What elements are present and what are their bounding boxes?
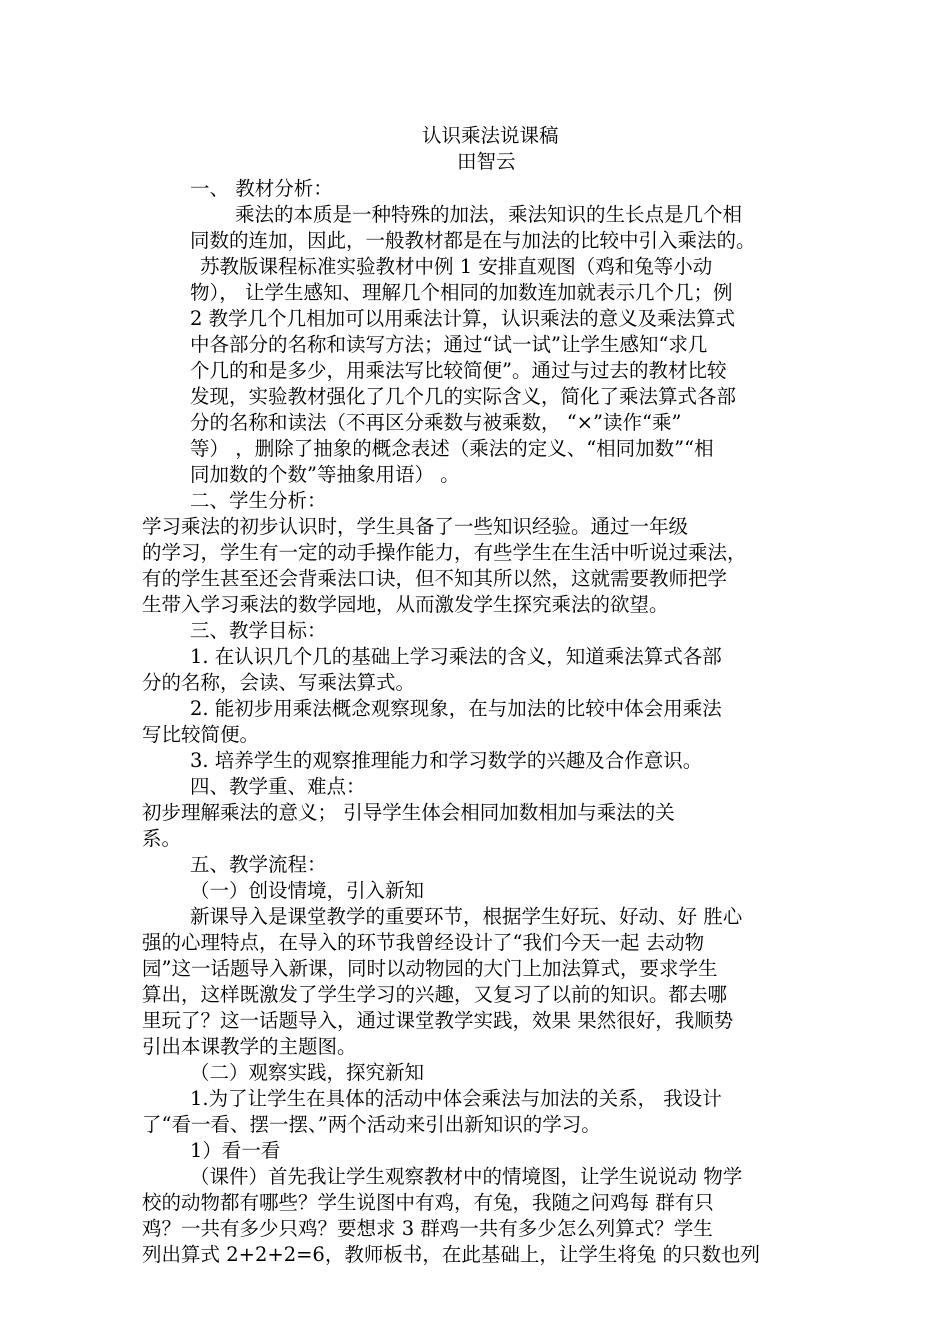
- paragraph-line: 引出本课教学的主题图。: [142, 1035, 357, 1058]
- paragraph-line: 生带入学习乘法的数学园地，从而激发学生探究乘法的欲望。: [142, 593, 669, 616]
- paragraph-line: 发现，实验教材强化了几个几的实际含义，简化了乘法算式各部: [190, 385, 737, 408]
- paragraph-line: 中各部分的名称和读写方法；通过“试一试”让学生感知“求几: [190, 333, 708, 356]
- paragraph-line: 强的心理特点，在导入的环节我曾经设计了“我们今天一起 去动物: [142, 931, 705, 954]
- paragraph-line: 1.为了让学生在具体的活动中体会乘法与加法的关系， 我设计: [190, 1087, 722, 1110]
- section-heading: 五、教学流程：: [190, 853, 327, 876]
- paragraph-line: 里玩了？这一话题导入，通过课堂教学实践，效果 果然很好，我顺势: [142, 1009, 734, 1032]
- subsection-heading: 1）看一看: [190, 1139, 281, 1162]
- paragraph-line: 有的学生甚至还会背乘法口诀，但不知其所以然，这就需要教师把学: [142, 567, 728, 590]
- paragraph-line: 的学习，学生有一定的动手操作能力，有些学生在生活中听说过乘法，: [142, 541, 747, 564]
- paragraph-line: 校的动物都有哪些？学生说图中有鸡，有兔，我随之问鸡每 群有只: [142, 1191, 714, 1214]
- paragraph-line: 了“看一看、摆一摆、”两个活动来引出新知识的学习。: [142, 1113, 601, 1136]
- paragraph-line: 新课导入是课堂教学的重要环节，根据学生好玩、好动、好 胜心: [190, 905, 743, 928]
- paragraph-line: 分的名称，会读、写乘法算式。: [142, 671, 416, 694]
- section-heading: 三、教学目标：: [190, 619, 327, 642]
- subsection-heading: （二）观察实践，探究新知: [190, 1061, 425, 1084]
- paragraph-line: 系。: [142, 827, 182, 850]
- paragraph-line: 列出算式 2+2+2=6，教师板书，在此基础上，让学生将兔 的只数也列: [142, 1243, 761, 1266]
- paragraph-line: 物）， 让学生感知、理解几个相同的加数连加就表示几个几；例: [190, 281, 733, 304]
- paragraph-line: 初步理解乘法的意义； 引导学生体会相同加数相加与乘法的关: [142, 801, 675, 824]
- author-name: 田智云: [457, 150, 516, 173]
- subsection-heading: （一）创设情境，引入新知: [190, 879, 425, 902]
- paragraph-line: 个几的和是多少，用乘法写比较简便”。通过与过去的教材比较: [190, 359, 727, 382]
- paragraph-line: 3. 培养学生的观察推理能力和学习数学的兴趣及合作意识。: [190, 749, 703, 772]
- paragraph-line: 园”这一话题导入新课，同时以动物园的大门上加法算式，要求学生: [142, 957, 718, 980]
- paragraph-line: 同数的连加，因此，一般教材都是在与加法的比较中引入乘法的。: [190, 229, 756, 252]
- section-heading: 一、 教材分析：: [190, 177, 333, 200]
- section-heading: 二、学生分析：: [190, 489, 327, 512]
- paragraph-line: 苏教版课程标准实验教材中例 1 安排直观图（鸡和兔等小动: [200, 255, 713, 278]
- paragraph-line: 等） ，删除了抽象的概念表述（乘法的定义、“相同加数”“相: [190, 437, 714, 460]
- paragraph-line: 2. 能初步用乘法概念观察现象，在与加法的比较中体会用乘法: [190, 697, 722, 720]
- paragraph-line: 学习乘法的初步认识时，学生具备了一些知识经验。通过一年级: [142, 515, 689, 538]
- paragraph-line: （课件）首先我让学生观察教材中的情境图，让学生说说动 物学: [190, 1165, 743, 1188]
- paragraph-line: 分的名称和读法（不再区分乘数与被乘数， “×”读作“乘”: [190, 411, 682, 434]
- document-title: 认识乘法说课稿: [422, 124, 559, 147]
- paragraph-line: 算出，这样既激发了学生学习的兴趣，又复习了以前的知识。都去哪: [142, 983, 728, 1006]
- paragraph-line: 鸡？一共有多少只鸡？要想求 3 群鸡一共有多少怎么列算式？学生: [142, 1217, 713, 1240]
- paragraph-line: 写比较简便。: [142, 723, 260, 746]
- paragraph-line: 同加数的个数”等抽象用语） 。: [190, 463, 460, 486]
- section-heading: 四、教学重、难点：: [190, 775, 366, 798]
- paragraph-line: 2 教学几个几相加可以用乘法计算，认识乘法的意义及乘法算式: [190, 307, 736, 330]
- paragraph-line: 1. 在认识几个几的基础上学习乘法的含义，知道乘法算式各部: [190, 645, 722, 668]
- paragraph-line: 乘法的本质是一种特殊的加法，乘法知识的生长点是几个相: [235, 203, 743, 226]
